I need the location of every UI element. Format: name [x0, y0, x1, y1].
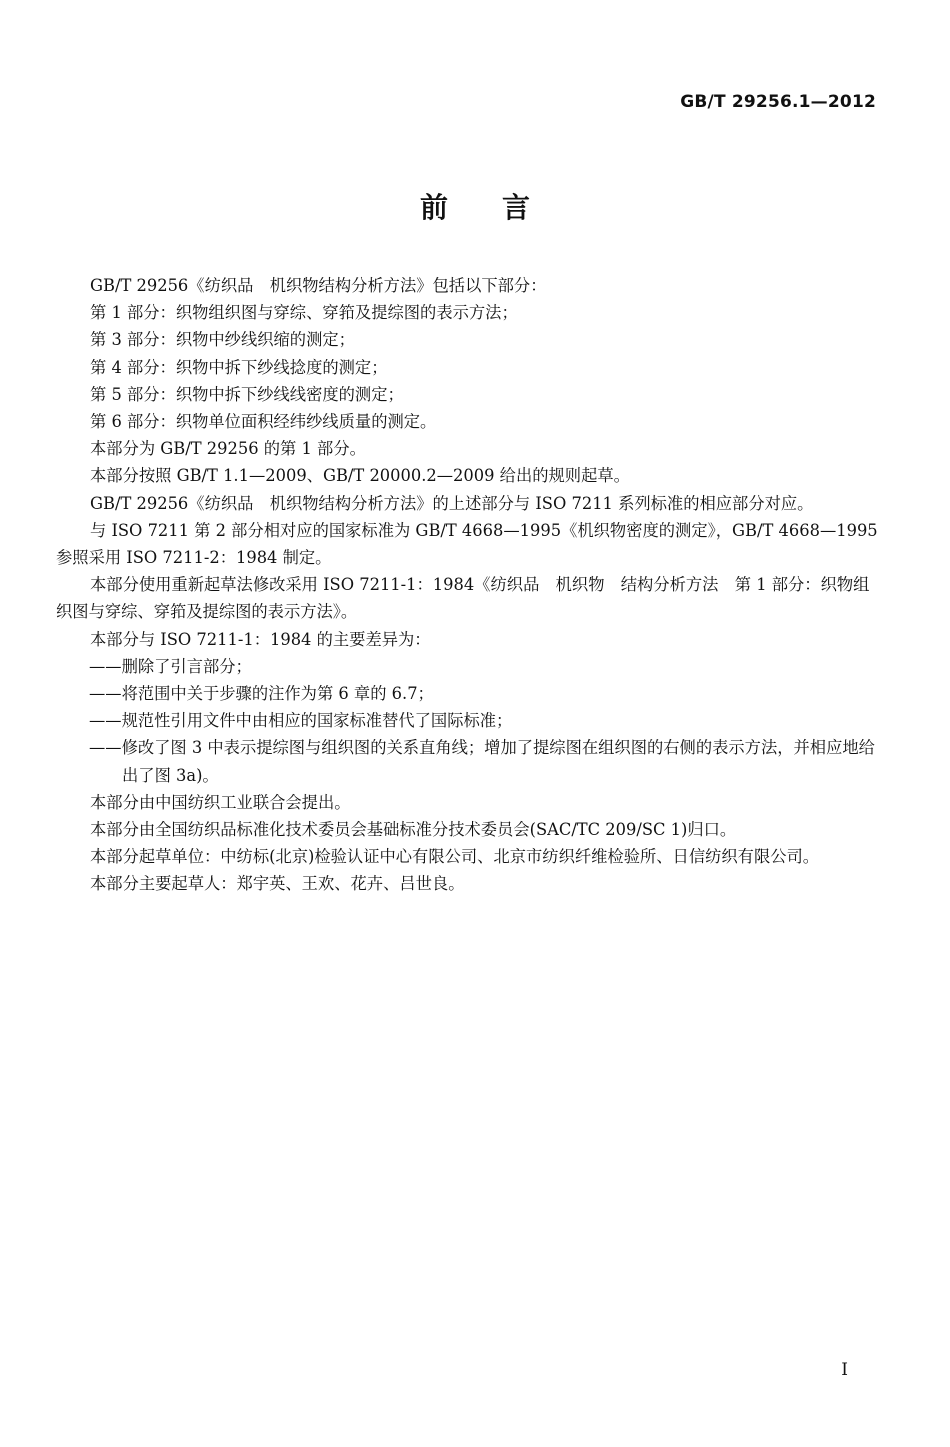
paragraph: 本部分主要起草人：郑宇英、王欢、花卉、吕世良。 — [90, 874, 465, 894]
difference-item: ——修改了图 3 中表示提综图与组织图的关系直角线；增加了提综图在组织图的右侧的表示方法，并相应地给出了图 3a)。 — [89, 738, 875, 785]
standard-code: GB/T 29256.1—2012 — [680, 92, 876, 112]
difference-item: ——将范围中关于步骤的注作为第 6 章的 6.7； — [89, 684, 434, 704]
paragraph: 本部分使用重新起草法修改采用 ISO 7211-1：1984《纺织品 机织物 结构分析方法 第 1 部分：织物组织图与穿综、穿筘及提综图的表示方法》。 — [56, 575, 870, 622]
paragraph: 本部分按照 GB/T 1.1—2009、GB/T 20000.2—2009 给出的规则起草。 — [90, 466, 630, 486]
paragraph: 第 6 部分：织物单位面积经纬纱线质量的测定。 — [90, 412, 437, 432]
paragraph: 本部分由全国纺织品标准化技术委员会基础标准分技术委员会(SAC/TC 209/SC 1)归口。 — [90, 820, 737, 840]
paragraph: 第 3 部分：织物中纱线织缩的测定； — [90, 330, 355, 350]
paragraph: 第 5 部分：织物中拆下纱线线密度的测定； — [90, 384, 404, 404]
page-number: I — [841, 1360, 848, 1380]
paragraph: 与 ISO 7211 第 2 部分相对应的国家标准为 GB/T 4668—1995《机织物密度的测定》，GB/T 4668—1995 参照采用 ISO 7211-2：1984 制定。 — [56, 520, 878, 568]
paragraph: 本部分与 ISO 7211-1：1984 的主要差异为： — [90, 629, 431, 649]
paragraph: 第 1 部分：织物组织图与穿综、穿筘及提综图的表示方法； — [90, 303, 518, 323]
paragraph: GB/T 29256《纺织品 机织物结构分析方法》包括以下部分： — [90, 276, 547, 295]
paragraph: 本部分由中国纺织工业联合会提出。 — [90, 792, 351, 812]
paragraph: GB/T 29256《纺织品 机织物结构分析方法》的上述部分与 ISO 7211 系列标准的相应部分对应。 — [90, 493, 814, 513]
difference-item: ——删除了引言部分； — [89, 656, 252, 676]
foreword-body — [56, 272, 878, 898]
paragraph: 本部分起草单位：中纺标(北京)检验认证中心有限公司、北京市纺织纤维检验所、日信纺织有限公司。 — [90, 847, 820, 867]
difference-item: ——规范性引用文件中由相应的国家标准替代了国际标准； — [89, 711, 513, 731]
paragraph: 本部分为 GB/T 29256 的第 1 部分。 — [90, 439, 366, 459]
page-title: 前言 — [419, 191, 584, 224]
paragraph: 第 4 部分：织物中拆下纱线捻度的测定； — [90, 357, 388, 377]
